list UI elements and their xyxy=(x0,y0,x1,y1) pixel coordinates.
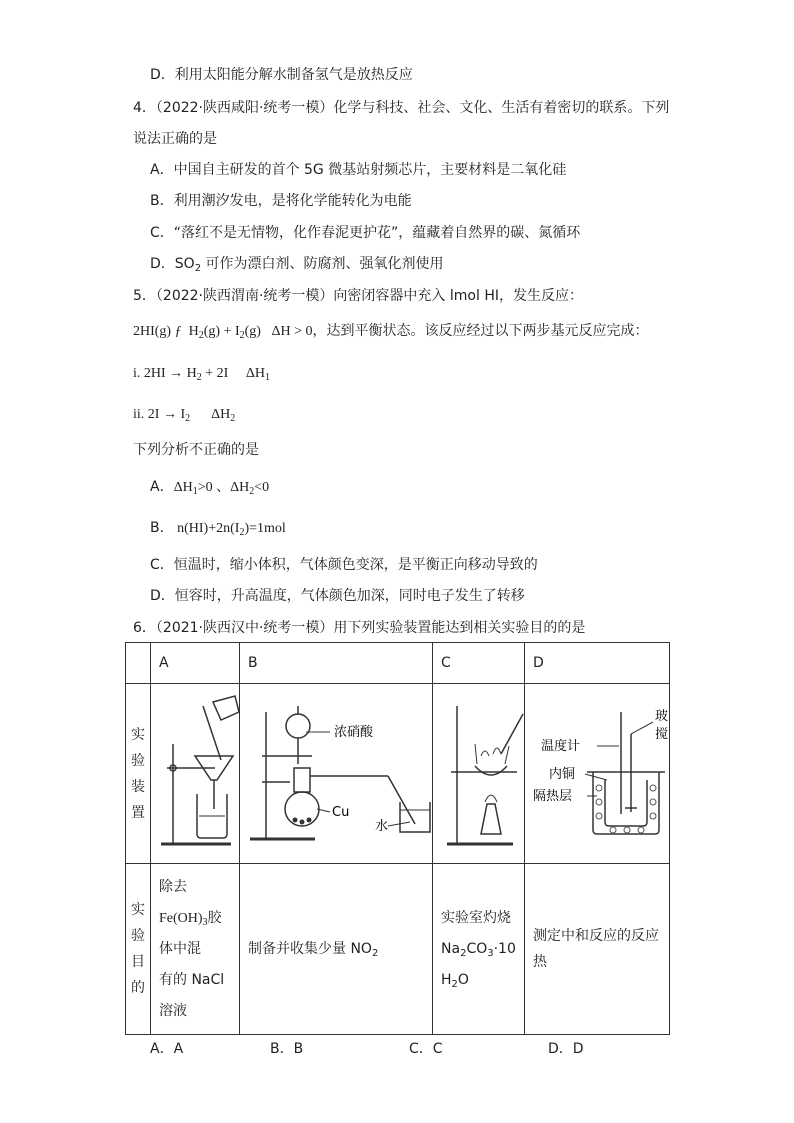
purpose-row xyxy=(126,864,670,1035)
q4-option-c: C．“落红不是无情物，化作春泥更护花”，蕴藏着自然界的碳、氮循环 xyxy=(150,225,581,241)
row-head-purpose xyxy=(126,864,151,1035)
q6-experiment-table xyxy=(125,642,670,1035)
purpose-c-line: $Na_2CO_3\cdot 10$ xyxy=(441,940,516,959)
q4-option-b: B．利用潮汐发电，是将化学能转化为电能 xyxy=(150,193,412,209)
q5-equation-line xyxy=(133,322,648,341)
header-empty-cell xyxy=(126,643,151,684)
q5-stem: 5．（2022·陕西渭南·统考一模）向密闭容器中充入 lmol HI，发生反应： xyxy=(133,288,583,304)
apparatus-row xyxy=(126,684,670,864)
q5-step-ii: ii. $2I \to I_2$ $\Delta H_2$ xyxy=(133,407,236,424)
label-thermometer: 温度计 xyxy=(541,739,581,754)
table-header-row xyxy=(126,643,670,684)
purpose-c-cell xyxy=(433,864,525,1035)
label-cu: Cu xyxy=(332,805,350,820)
purpose-a-line: 溶液 xyxy=(159,1002,187,1019)
q4-option-d xyxy=(150,255,444,273)
calorimeter-apparatus-drawing xyxy=(525,684,670,859)
q5-option-a-formula: $\Delta H_1>0$ 、$\Delta H_2<0$ xyxy=(173,480,270,497)
q5-option-a-label: A． xyxy=(150,479,174,495)
q5-option-d: D．恒容时，升高温度，气体颜色加深，同时电子发生了转移 xyxy=(150,588,525,604)
q6-stem: 6．（2021·陕西汉中·统考一模）用下列实验装置能达到相关实验目的的是 xyxy=(133,620,586,636)
purpose-b-text: 制备并收集少量 NO xyxy=(248,941,372,957)
row-head-char: 验 xyxy=(131,752,145,769)
col-label-a: A xyxy=(151,643,240,684)
purpose-a-cell xyxy=(151,864,240,1035)
purpose-a-line: 有的 NaCl xyxy=(159,971,225,988)
row-head-char: 装 xyxy=(131,778,145,795)
purpose-d-line: 热 xyxy=(533,954,547,970)
q5-option-c: C．恒温时，缩小体积，气体颜色变深，是平衡正向移动导致的 xyxy=(150,557,538,573)
q4-option-d-pre: D．SO xyxy=(150,256,195,272)
q4-option-a: A．中国自主研发的首个 5G 微基站射频芯片，主要材料是二氧化硅 xyxy=(150,162,567,178)
q5-equation-formula: 2HI(g) ƒ $H_2(g) + I_2(g) \Delta H > 0$ xyxy=(133,324,313,341)
q4-stem-line1: 4．（2022·陕西咸阳·统考一模）化学与科技、社会、文化、生活有着密切的联系。下列 xyxy=(133,100,670,116)
apparatus-b-cell xyxy=(240,684,433,864)
purpose-c-line: $H_2O$ xyxy=(441,971,469,990)
q5-option-b xyxy=(150,519,286,538)
q5-option-b-label: B． xyxy=(150,520,174,536)
row-head-char: 实 xyxy=(131,726,145,743)
label-insulation: 隔热层 xyxy=(533,789,573,804)
q6-option-d: D．D xyxy=(548,1041,584,1057)
q6-option-b: B．B xyxy=(270,1041,304,1057)
row-head-char: 验 xyxy=(131,928,145,944)
row-head-apparatus xyxy=(126,684,151,864)
purpose-a-line: 体中混 xyxy=(159,940,201,957)
col-label-b: B xyxy=(240,643,433,684)
purpose-b-cell: 制备并收集少量 $NO_2$ xyxy=(240,864,433,1035)
purpose-c-line: 实验室灼烧 xyxy=(441,909,511,926)
row-head-char: 实 xyxy=(131,902,145,918)
col-label-c: C xyxy=(433,643,525,684)
row-head-char: 置 xyxy=(131,804,145,821)
apparatus-a-cell xyxy=(151,684,240,864)
apparatus-c-cell xyxy=(433,684,525,864)
label-stir-cut: 搅 xyxy=(655,727,669,742)
q6-option-a: A．A xyxy=(150,1041,184,1057)
q4-option-d-sub: 2 xyxy=(194,263,202,274)
label-conc-nitric-acid: 浓硝酸 xyxy=(334,725,374,740)
apparatus-d-cell xyxy=(525,684,670,864)
q4-option-d-post: 可作为漂白剂、防腐剂、强氧化剂使用 xyxy=(201,256,444,272)
col-label-d: D xyxy=(525,643,670,684)
label-water: 水 xyxy=(375,819,389,834)
no2-generation-apparatus-drawing xyxy=(240,684,433,859)
row-head-char: 的 xyxy=(131,980,145,996)
filtration-apparatus-drawing xyxy=(151,684,240,859)
label-glass-cut: 玻 xyxy=(655,709,669,724)
row-head-char: 目 xyxy=(131,954,145,970)
q5-option-a xyxy=(150,478,269,497)
q5-equation-text: ，达到平衡状态。该反应经过以下两步基元反应完成： xyxy=(312,323,649,339)
q5-step-i: i. $2HI \to H_2 + 2I$ $\Delta H_1$ xyxy=(133,366,270,383)
q3-option-d: D．利用太阳能分解水制备氢气是放热反应 xyxy=(150,67,413,83)
q6-option-c: C．C xyxy=(409,1041,443,1057)
crucible-heating-apparatus-drawing xyxy=(433,684,525,859)
purpose-d-line: 测定中和反应的反应 xyxy=(533,928,659,944)
purpose-d-cell xyxy=(525,864,670,1035)
purpose-a-line: 除去 xyxy=(159,878,187,895)
purpose-a-line: $Fe(OH)_3$胶 xyxy=(159,909,222,928)
label-inner-copper: 内铜 xyxy=(549,767,576,782)
q5-ask: 下列分析不正确的是 xyxy=(133,442,259,458)
q4-stem-line2: 说法正确的是 xyxy=(133,131,217,147)
q5-option-b-formula: $n(HI)+2n(I_2)=1mol$ xyxy=(173,521,286,538)
